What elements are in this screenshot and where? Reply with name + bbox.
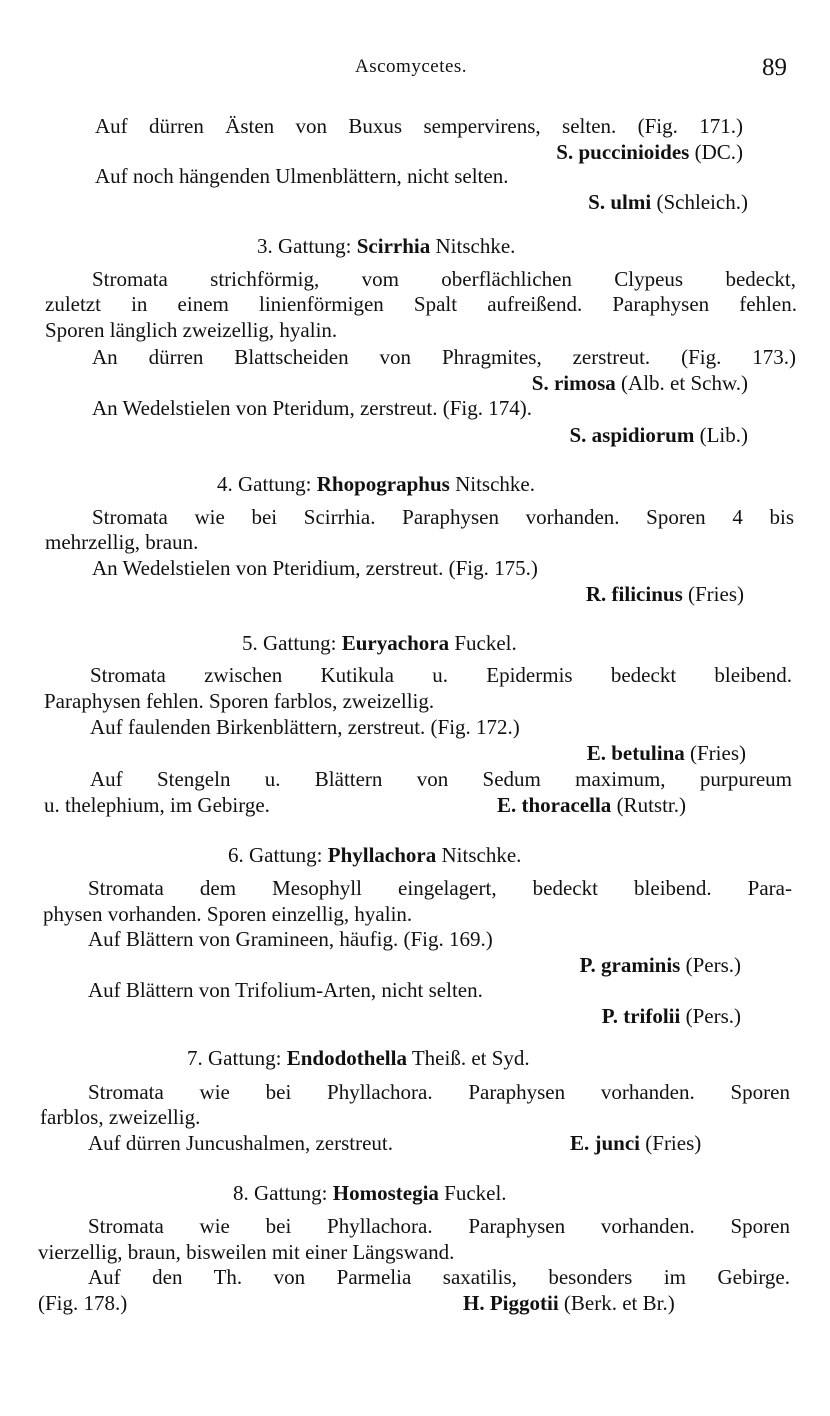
- authority-text: (Schleich.): [651, 190, 748, 214]
- body-text: Stromata wie bei Phyllachora. Paraphysen vorhanden. Sporen: [88, 1080, 790, 1104]
- rimosa-species: [92, 370, 748, 396]
- genus-number: 8. Gattung:: [233, 1181, 333, 1205]
- genus-number: 4. Gattung:: [217, 472, 317, 496]
- phyllachora-desc-2: [43, 901, 412, 927]
- scirrhia-desc-2: [45, 291, 797, 317]
- piggotii-host-1: [88, 1264, 790, 1290]
- species-name: S. rimosa: [531, 371, 616, 395]
- filicinus-species: [92, 581, 744, 607]
- thoracella-species: [497, 792, 686, 818]
- body-text: farblos, zweizellig.: [40, 1105, 201, 1129]
- betulina-host: [90, 714, 520, 740]
- body-text: An dürren Blattscheiden von Phragmites, zerstreut. (Fig. 173.): [92, 345, 796, 369]
- graminis-species: [88, 952, 741, 978]
- piggotii-host-2: [38, 1290, 127, 1316]
- genus-7-heading: [187, 1045, 530, 1071]
- genus-3-heading: [257, 233, 515, 259]
- scirrhia-desc-1: [92, 266, 796, 292]
- authority-text: (Alb. et Schw.): [615, 371, 748, 395]
- piggotii-species: [463, 1290, 675, 1316]
- junci-species: [570, 1130, 701, 1156]
- homostegia-desc-1: [88, 1213, 790, 1239]
- genus-4-heading: [217, 471, 535, 497]
- body-text: u. thelephium, im Gebirge.: [44, 793, 270, 817]
- trifolii-host: [88, 977, 483, 1003]
- body-text: Sporen länglich zweizellig, hyalin.: [45, 318, 338, 342]
- body-text: Stromata zwischen Kutikula u. Epidermis bedeckt bleibend.: [90, 663, 792, 687]
- body-text: Stromata wie bei Phyllachora. Paraphysen vorhanden. Sporen: [88, 1214, 790, 1238]
- species-name: R. filicinus: [585, 582, 683, 606]
- body-text: zuletzt in einem linienförmigen Spalt aufreißend. Paraphysen fehlen.: [45, 292, 797, 316]
- betulina-species: [90, 740, 746, 766]
- page-number: 89: [762, 54, 787, 81]
- genus-name: Phyllachora: [327, 843, 437, 867]
- authority-text: Fuckel.: [449, 631, 517, 655]
- buxus-host: [95, 113, 743, 139]
- species-name: H. Piggotii: [463, 1291, 559, 1315]
- aspidiorum-host: [92, 395, 532, 421]
- rhopographus-desc-1: [92, 504, 794, 530]
- genus-name: Rhopographus: [316, 472, 450, 496]
- euryachora-desc-2: [44, 688, 434, 714]
- genus-6-heading: [228, 842, 521, 868]
- body-text: Auf Blättern von Gramineen, häufig. (Fig. 169.): [88, 927, 493, 951]
- rhopographus-desc-2: [45, 529, 198, 555]
- body-text: Auf den Th. von Parmelia saxatilis, besonders im Gebirge.: [88, 1265, 790, 1289]
- body-text: Auf noch hängenden Ulmenblättern, nicht selten.: [95, 164, 509, 188]
- species-name: E. betulina: [586, 741, 685, 765]
- body-text: Stromata wie bei Scirrhia. Paraphysen vorhanden. Sporen 4 bis: [92, 505, 794, 529]
- ulmi-host: [95, 163, 508, 189]
- species-name: E. junci: [570, 1131, 641, 1155]
- genus-name: Euryachora: [341, 631, 450, 655]
- species-name: P. trifolii: [601, 1004, 681, 1028]
- body-text: vierzellig, braun, bisweilen mit einer Längswand.: [38, 1240, 455, 1264]
- scirrhia-desc-3: [45, 317, 337, 343]
- body-text: Stromata dem Mesophyll eingelagert, bedeckt bleibend. Para-: [88, 876, 792, 900]
- body-text: Auf dürren Ästen von Buxus sempervirens, selten. (Fig. 171.): [95, 114, 743, 138]
- running-title: Ascomycetes.: [355, 56, 468, 77]
- genus-5-heading: [242, 630, 517, 656]
- endodothella-desc-2: [40, 1104, 200, 1130]
- genus-number: 3. Gattung:: [257, 234, 357, 258]
- body-text: An Wedelstielen von Pteridium, zerstreut. (Fig. 175.): [92, 556, 538, 580]
- body-text: physen vorhanden. Sporen einzellig, hyalin.: [43, 902, 413, 926]
- genus-number: 6. Gattung:: [228, 843, 328, 867]
- thoracella-host-1: [90, 766, 792, 792]
- puccinioides-species: [95, 139, 743, 165]
- thoracella-host-2: [44, 792, 270, 818]
- authority-text: (Pers.): [680, 953, 741, 977]
- authority-text: (Lib.): [694, 423, 748, 447]
- body-text: Paraphysen fehlen. Sporen farblos, zweizellig.: [44, 689, 435, 713]
- authority-text: (Rutstr.): [611, 793, 686, 817]
- junci-host: [88, 1130, 393, 1156]
- authority-text: (Berk. et Br.): [558, 1291, 675, 1315]
- body-text: Auf faulenden Birkenblättern, zerstreut. (Fig. 172.): [90, 715, 520, 739]
- body-text: Stromata strichförmig, vom oberflächlichen Clypeus bedeckt,: [92, 267, 796, 291]
- authority-text: Fuckel.: [438, 1181, 507, 1205]
- body-text: (Fig. 178.): [38, 1291, 128, 1315]
- body-text: Auf dürren Juncushalmen, zerstreut.: [88, 1131, 393, 1155]
- species-name: E. thoracella: [497, 793, 612, 817]
- authority-text: Nitschke.: [430, 234, 516, 258]
- species-name: S. aspidiorum: [569, 423, 695, 447]
- authority-text: (DC.): [689, 140, 743, 164]
- species-name: P. graminis: [579, 953, 681, 977]
- genus-name: Scirrhia: [356, 234, 431, 258]
- authority-text: Nitschke.: [436, 843, 522, 867]
- body-text: Auf Stengeln u. Blättern von Sedum maximum, purpureum: [90, 767, 792, 791]
- authority-text: (Fries): [684, 741, 746, 765]
- body-text: An Wedelstielen von Pteridum, zerstreut. (Fig. 174).: [92, 396, 533, 420]
- rimosa-host: [92, 344, 796, 370]
- filicinus-host: [92, 555, 538, 581]
- body-text: Auf Blättern von Trifolium-Arten, nicht selten.: [88, 978, 483, 1002]
- euryachora-desc-1: [90, 662, 792, 688]
- body-text: mehrzellig, braun.: [45, 530, 199, 554]
- genus-number: 5. Gattung:: [242, 631, 342, 655]
- authority-text: (Fries): [640, 1131, 702, 1155]
- phyllachora-desc-1: [88, 875, 792, 901]
- genus-8-heading: [233, 1180, 507, 1206]
- authority-text: Nitschke.: [449, 472, 535, 496]
- authority-text: (Pers.): [680, 1004, 741, 1028]
- genus-name: Homostegia: [332, 1181, 439, 1205]
- genus-name: Endodothella: [286, 1046, 407, 1070]
- ulmi-species: [95, 189, 748, 215]
- authority-text: (Fries): [682, 582, 744, 606]
- endodothella-desc-1: [88, 1079, 790, 1105]
- genus-number: 7. Gattung:: [187, 1046, 287, 1070]
- species-name: S. ulmi: [588, 190, 652, 214]
- authority-text: Theiß. et Syd.: [406, 1046, 530, 1070]
- trifolii-species: [88, 1003, 741, 1029]
- graminis-host: [88, 926, 493, 952]
- species-name: S. puccinioides: [556, 140, 690, 164]
- homostegia-desc-2: [38, 1239, 454, 1265]
- aspidiorum-species: [92, 422, 748, 448]
